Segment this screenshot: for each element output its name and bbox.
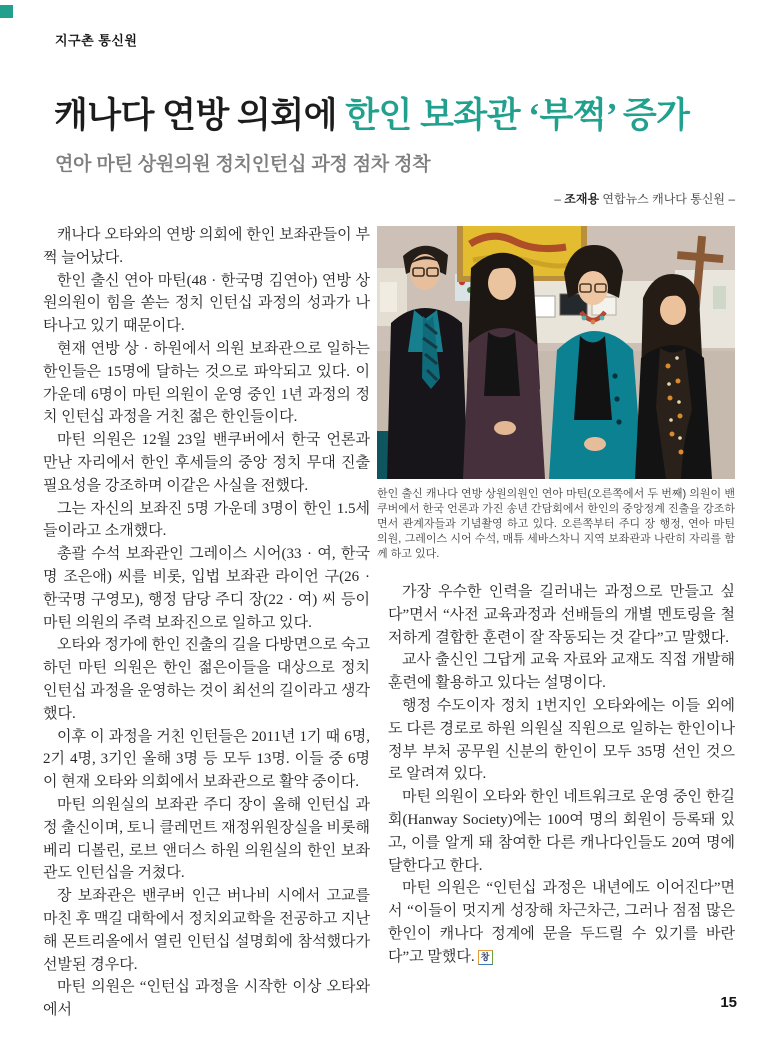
article-paragraph: 행정 수도이자 정치 1번지인 오타와에는 이들 외에도 다른 경로로 하원 의원실 직원으로 일하는 한인이나 정부 부처 공무원 신분의 한인이 모두 35명 선인 것으로 알려져 있다. xyxy=(388,697,735,783)
article-paragraph: 현재 연방 상 · 하원에서 의원 보좌관으로 일하는 한인들은 15명에 달하는 것으로 파악되고 있다. 이 가운데 6명이 마틴 의원이 운영 중인 1년 과정의 정치 인턴십 과정을 거친 젊은 한인들이다. xyxy=(43,340,370,426)
article-paragraph: 이후 이 과정을 거친 인턴들은 2011년 1기 때 6명, 2기 4명, 3기인 올해 3명 등 모두 13명. 이들 중 6명이 현재 오타와 의회에서 보좌관으로 활약 중이다. xyxy=(43,728,370,791)
corner-accent-square xyxy=(0,5,13,18)
article-body xyxy=(43,224,735,1022)
article-paragraph: 마틴 의원은 12월 23일 밴쿠버에서 한국 언론과 만난 자리에서 한인 후세들의 중앙 정치 무대 진출 필요성을 강조하며 이같은 사실을 전했다. xyxy=(43,432,370,494)
section-label: 지구촌 통신원 xyxy=(55,33,138,48)
byline-affiliation: 연합뉴스 캐나다 통신원 – xyxy=(599,192,735,206)
closing-paragraph xyxy=(388,877,735,968)
page-number: 15 xyxy=(720,994,737,1011)
byline-author: 조재용 xyxy=(564,192,600,206)
byline-dash-left: – xyxy=(554,192,565,206)
left-column xyxy=(43,224,370,1022)
article-paragraph: 한인 출신 연아 마틴(48 · 한국명 김연아) 연방 상원의원이 힘을 쏟는 정치 인턴십 과정의 성과가 나타나고 있기 때문이다. xyxy=(43,272,370,335)
closing-paragraph-text: 마틴 의원은 “인턴십 과정은 내년에도 이어진다”면서 “이들이 멋지게 성장해 차근차근, 그러나 점점 많은 한인이 캐나다 정계에 문을 두드릴 수 있기를 바란다”고 말했다. xyxy=(388,880,735,965)
photo-block xyxy=(377,226,735,562)
article-photo xyxy=(377,226,735,479)
photo-caption: 한인 출신 캐나다 연방 상원의원인 연아 마틴(오른쪽에서 두 번째) 의원이 밴쿠버에서 한국 언론과 가진 송년 간담회에서 한인의 중앙정계 진출을 강조하면서 관계자들과 기념촬영 하고 있다. 오른쪽부터 주디 장 행정, 연아 마틴 의원, 그레이스 시어 수석, 매튜 세바스차니 지역 보좌관과 나란히 자리를 함께 하고 있다. xyxy=(377,488,735,560)
article-paragraph: 마틴 의원실의 보좌관 주디 장이 올해 인턴십 과정 출신이며, 토니 클레먼트 재정위원장실을 비롯해 베리 디볼린, 로브 앤더스 하원 의원실의 한인 보좌관도 인턴십을 거쳤다. xyxy=(43,796,370,882)
end-of-article-mark-icon: 창 xyxy=(478,950,493,965)
article-paragraph: 장 보좌관은 밴쿠버 인근 버나비 시에서 고교를 마친 후 맥길 대학에서 정치외교학을 전공하고 지난해 몬트리올에서 열린 인턴십 설명회에 참석했다가 선발된 경우다. xyxy=(43,888,370,973)
article-title-accent: 한인 보좌관 ‘부쩍’ 증가 xyxy=(345,96,690,135)
right-column xyxy=(377,224,735,1022)
article-paragraph: 캐나다 오타와의 연방 의회에 한인 보좌관들이 부쩍 늘어났다. xyxy=(43,227,370,266)
article-paragraph: 그는 자신의 보좌진 5명 가운데 3명이 한인 1.5세들이라고 소개했다. xyxy=(43,500,370,540)
article-paragraph: 교사 출신인 그답게 교육 자료와 교재도 직접 개발해 훈련에 활용하고 있다는 설명이다. xyxy=(388,652,735,692)
photo-illustration xyxy=(377,226,735,479)
article-title xyxy=(54,88,690,138)
article-paragraph: 총괄 수석 보좌관인 그레이스 시어(33 · 여, 한국명 조은애) 씨를 비롯, 입법 보좌관 라이언 구(26 · 한국명 구영모), 행정 담당 주디 장(22 · 여) 씨 등이 마틴 의원의 주력 보좌진으로 일하고 있다. xyxy=(43,546,370,631)
article-title-black: 캐나다 연방 의회에 xyxy=(54,96,346,135)
article-paragraph: 마틴 의원은 “인턴십 과정을 시작한 이상 오타와에서 xyxy=(43,979,370,1019)
article-paragraph: 가장 우수한 인력을 길러내는 과정으로 만들고 싶다”면서 “사전 교육과정과 선배들의 개별 멘토링을 철저하게 결합한 훈련이 잘 작동되는 것 같다”고 말했다. xyxy=(388,584,735,646)
article-subtitle: 연아 마틴 상원의원 정치인턴십 과정 점차 정착 xyxy=(55,154,431,175)
right-column-text xyxy=(388,581,735,877)
article-paragraph: 마틴 의원이 오타와 한인 네트워크로 운영 중인 한길회(Hanway Society)에는 100여 명의 회원이 등록돼 있고, 이를 알게 돼 참여한 다른 캐나다인들도 20여 명에 달한다고 한다. xyxy=(388,789,735,874)
article-paragraph: 오타와 정가에 한인 진출의 길을 다방면으로 숙고하던 마틴 의원은 한인 젊은이들을 대상으로 정치 인턴십 과정을 운영하는 것이 최선의 길이라고 생각했다. xyxy=(43,637,370,722)
byline xyxy=(554,190,735,207)
